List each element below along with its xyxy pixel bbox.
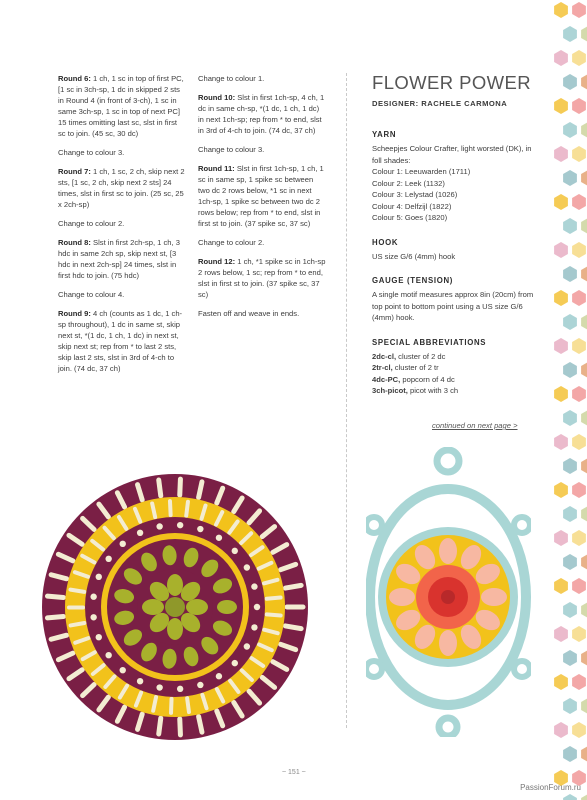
border-tile [572, 578, 586, 594]
border-tile [554, 626, 568, 642]
instruction-paragraph [58, 166, 186, 210]
instruction-text: Change to colour 3. [58, 148, 125, 157]
instruction-text: Change to colour 1. [198, 74, 265, 83]
picot-dot [216, 673, 222, 679]
border-tile [563, 554, 577, 570]
spike-stitch [170, 501, 171, 515]
picot-dot [96, 574, 102, 580]
spike-stitch [70, 590, 84, 592]
picot-dot [156, 684, 162, 690]
border-tile [581, 650, 587, 666]
flower-motif-photo [366, 447, 531, 737]
border-tile [563, 266, 577, 282]
border-tile [554, 482, 568, 498]
border-tile [554, 50, 568, 66]
instruction-paragraph [58, 237, 186, 281]
abbreviation-definition: cluster of 2 dc [396, 351, 446, 361]
picot-dot [177, 522, 183, 528]
picot-dot [120, 541, 126, 547]
border-tile [572, 674, 586, 690]
border-tile [572, 194, 586, 210]
yarn-line: Scheepjes Colour Crafter, light worsted (DK), in foll shades: [372, 144, 532, 165]
border-tile [581, 746, 587, 762]
border-tile [581, 170, 587, 186]
pattern-title: FLOWER POWER [372, 72, 531, 93]
instruction-text: Change to colour 4. [58, 290, 125, 299]
picot-dot [254, 604, 260, 610]
border-tile [572, 386, 586, 402]
continued-link[interactable]: continued on next page > [432, 421, 518, 430]
round-label: Round 6: [58, 74, 91, 83]
picot-dot [251, 583, 257, 589]
instruction-paragraph [58, 73, 186, 139]
spike-stitch [171, 699, 172, 713]
border-tile [581, 362, 587, 378]
yarn-line: Colour 3: Lelystad (1026) [372, 190, 458, 199]
border-tile [554, 194, 568, 210]
border-tile [581, 122, 587, 138]
border-tile [572, 482, 586, 498]
picot-dot [251, 624, 257, 630]
border-tile [554, 386, 568, 402]
border-tile [572, 626, 586, 642]
side-loop [514, 517, 530, 533]
motif-center [165, 597, 185, 617]
yarn-line: Colour 1: Leeuwarden (1711) [372, 167, 471, 176]
border-tile [563, 218, 577, 234]
border-tile [581, 314, 587, 330]
instructions-column-2 [198, 73, 326, 327]
center-petal [167, 574, 183, 596]
round-label: Round 10: [198, 93, 236, 102]
spike-stitch [159, 480, 161, 496]
yarn-line: Colour 4: Delfzijl (1822) [372, 201, 452, 211]
border-tile [572, 530, 586, 546]
abbreviation-definition: cluster of 2 tr [392, 363, 439, 372]
border-tile [563, 458, 577, 474]
instruction-text: Slst in first 1ch-sp, 4 ch, 1 dc in same ch-sp, *(1 dc, 1 ch, 1 dc) in next 1ch-sp; rep from * to end, slst in 3rd of 4-ch to join. (74 dc, 37 ch) [198, 93, 325, 135]
gauge-text: A single motif measures approx 8in (20cm) from top point to bottom point using a US size G/6 (4mm) hook. [372, 290, 534, 322]
border-tile [581, 458, 587, 474]
instruction-text: Change to colour 2. [58, 219, 125, 228]
hook-heading: HOOK [372, 237, 399, 247]
border-tile [554, 146, 568, 162]
border-tile [563, 122, 577, 138]
instruction-text: 4 ch (counts as 1 dc, 1 ch-sp throughout), 1 dc in same st, skip next st, *(1 dc, 1 ch, 1 dc) in next st, skip next st; rep from * to last 2 sts, skip last 2 sts, slst in 3rd of 4-ch to join. (74 dc, 37 ch) [58, 309, 183, 373]
round-label: Round 8: [58, 238, 91, 247]
border-tile [581, 602, 587, 618]
border-tile [563, 650, 577, 666]
top-loop [437, 450, 459, 472]
abbreviation-item [372, 374, 542, 386]
spike-stitch [267, 597, 281, 598]
border-tile [563, 698, 577, 714]
decorative-border [551, 0, 587, 800]
picot-dot [105, 652, 111, 658]
instruction-text: Slst in first 2ch-sp, 1 ch, 3 hdc in same 2ch sp, skip next st, [3 hdc in next 2ch-sp] 24 times, slst in first hdc to join. (75 hdc) [58, 238, 180, 280]
instruction-paragraph [198, 92, 326, 136]
round-label: Round 9: [58, 309, 91, 318]
abbreviation-term: 2dc-cl, [372, 351, 397, 361]
picot-dot [90, 594, 96, 600]
instructions-column-1 [58, 73, 186, 382]
peach-petal [389, 588, 415, 606]
picot-dot [96, 634, 102, 640]
spike-stitch [180, 719, 181, 735]
picot-dot [216, 535, 222, 541]
spike-stitch [159, 718, 161, 734]
round-label: Round 12: [198, 257, 236, 266]
side-loop [366, 517, 382, 533]
instruction-text: Fasten off and weave in ends. [198, 309, 300, 318]
instruction-paragraph [58, 308, 186, 374]
instruction-paragraph [198, 237, 326, 248]
abbreviation-definition: popcorn of 4 dc [400, 374, 455, 384]
border-tile [563, 410, 577, 426]
border-tile [581, 74, 587, 90]
spike-stitch [199, 716, 202, 732]
border-tile [554, 98, 568, 114]
border-tile [563, 26, 577, 42]
instruction-text: Change to colour 2. [198, 238, 265, 247]
instruction-paragraph [198, 308, 326, 319]
yarn-line: Colour 2: Leek (1132) [372, 178, 445, 188]
instruction-text: 1 ch, *1 spike sc in 1ch-sp 2 rows below, 1 sc; rep from * to end, slst in first st to join. (37 spike sc, 37 sc) [198, 257, 326, 299]
center-petal [142, 599, 164, 615]
border-tile [554, 2, 568, 18]
picot-dot [137, 530, 143, 536]
instruction-paragraph [198, 256, 326, 300]
round-label: Round 7: [58, 167, 91, 176]
border-tile [554, 434, 568, 450]
picot-dot [105, 556, 111, 562]
border-tile [572, 98, 586, 114]
border-tile [563, 170, 577, 186]
instruction-paragraph [198, 73, 326, 84]
abbreviations-heading: SPECIAL ABBREVIATIONS [372, 337, 487, 347]
watermark: PassionForum.ru [520, 783, 581, 792]
instruction-paragraph [58, 289, 186, 300]
yarn-list [372, 143, 542, 224]
border-tile [563, 506, 577, 522]
border-tile [572, 434, 586, 450]
border-tile [563, 746, 577, 762]
yarn-heading: YARN [372, 130, 397, 139]
spike-stitch [47, 596, 63, 597]
spike-stitch [186, 502, 188, 516]
border-tile [581, 554, 587, 570]
spike-stitch [71, 623, 85, 625]
peach-petal [439, 630, 457, 656]
border-tile [563, 602, 577, 618]
picot-dot [197, 682, 203, 688]
peach-petal [481, 588, 507, 606]
border-tile [581, 506, 587, 522]
yarn-line: Colour 5: Goes (1820) [372, 213, 448, 222]
border-tile [581, 410, 587, 426]
instruction-paragraph [198, 163, 326, 229]
picot-dot [137, 678, 143, 684]
border-tile [554, 242, 568, 258]
picot-dot [244, 643, 250, 649]
border-tile [572, 146, 586, 162]
center-dot [441, 590, 455, 604]
spike-stitch [285, 585, 301, 588]
instruction-paragraph [198, 144, 326, 155]
border-tile [581, 698, 587, 714]
border-tile [572, 50, 586, 66]
picot-dot [177, 686, 183, 692]
spike-stitch [199, 482, 202, 498]
abbreviation-item [372, 351, 542, 363]
round-motif-photo [40, 472, 310, 742]
abbreviation-term: 4dc-PC, [372, 374, 401, 384]
border-tile [554, 722, 568, 738]
side-loop [514, 661, 530, 677]
border-tile [572, 2, 586, 18]
abbreviation-item [372, 362, 542, 374]
picot-dot [232, 548, 238, 554]
border-tile [554, 530, 568, 546]
instruction-text: 1 ch, 1 sc in top of first PC, [1 sc in 3ch-sp, 1 dc in skipped 2 sts in Round 4 (in front of 3-ch), 1 sc in same 3ch-sp, 1 sc in top of next PC] 15 times omitting last sc, slst in first sc to join. (45 sc, 30 dc) [58, 74, 184, 138]
picot-dot [90, 614, 96, 620]
bottom-loop [439, 718, 457, 736]
instruction-text: Slst in first 1ch-sp, 1 ch, 1 sc in same sp, 1 spike sc between two dc 2 rows below, *1 sc in next 1ch-sp, 1 spike sc between two dc 2 rows below; rep from * to end, slst in first st to join. (37 spike sc, 37 sc) [198, 164, 324, 228]
picot-dot [156, 523, 162, 529]
page-number: ~ 151 ~ [282, 769, 306, 776]
border-tile [572, 338, 586, 354]
side-loop [366, 661, 382, 677]
border-tile [563, 74, 577, 90]
instruction-text: Change to colour 3. [198, 145, 265, 154]
pattern-info [372, 72, 542, 397]
gauge-heading: GAUGE (TENSION) [372, 276, 454, 285]
spike-stitch [180, 479, 181, 495]
border-tile [554, 578, 568, 594]
picot-dot [232, 660, 238, 666]
picot-dot [197, 526, 203, 532]
column-divider [346, 73, 347, 728]
border-tile [572, 290, 586, 306]
abbreviation-term: 2tr-cl, [372, 363, 393, 372]
border-tile [554, 338, 568, 354]
center-petal [186, 599, 208, 615]
border-tile [572, 242, 586, 258]
instruction-paragraph [58, 147, 186, 158]
border-tile [554, 290, 568, 306]
instruction-text: 1 ch, 1 sc, 2 ch, skip next 2 sts, [1 sc, 2 ch, skip next 2 sts] 24 times, slst in first sc to join. (25 sc, 25 x 2ch-sp) [58, 167, 185, 209]
border-tile [563, 362, 577, 378]
hook-text: US size G/6 (4mm) hook [372, 251, 456, 261]
designer-credit: DESIGNER: RACHELE CARMONA [372, 99, 508, 108]
border-tile [581, 266, 587, 282]
border-tile [581, 26, 587, 42]
picot-dot [120, 667, 126, 673]
popcorn-stitch [217, 600, 237, 614]
border-tile [581, 794, 587, 800]
spike-stitch [267, 614, 281, 615]
border-tile [572, 722, 586, 738]
spike-stitch [187, 698, 189, 712]
center-petal [167, 618, 183, 640]
border-tile [554, 674, 568, 690]
abbreviation-term: 3ch-picot, [372, 386, 408, 395]
round-label: Round 11: [198, 164, 235, 173]
spike-stitch [153, 697, 156, 711]
border-tile [563, 314, 577, 330]
border-tile [563, 794, 577, 800]
spike-stitch [47, 616, 63, 617]
abbreviations-list [372, 351, 542, 397]
peach-petal [439, 538, 457, 564]
spike-stitch [285, 626, 301, 629]
border-tile [581, 218, 587, 234]
instruction-paragraph [58, 218, 186, 229]
picot-dot [244, 564, 250, 570]
abbreviation-item [372, 385, 542, 397]
abbreviation-definition: picot with 3 ch [407, 386, 459, 395]
